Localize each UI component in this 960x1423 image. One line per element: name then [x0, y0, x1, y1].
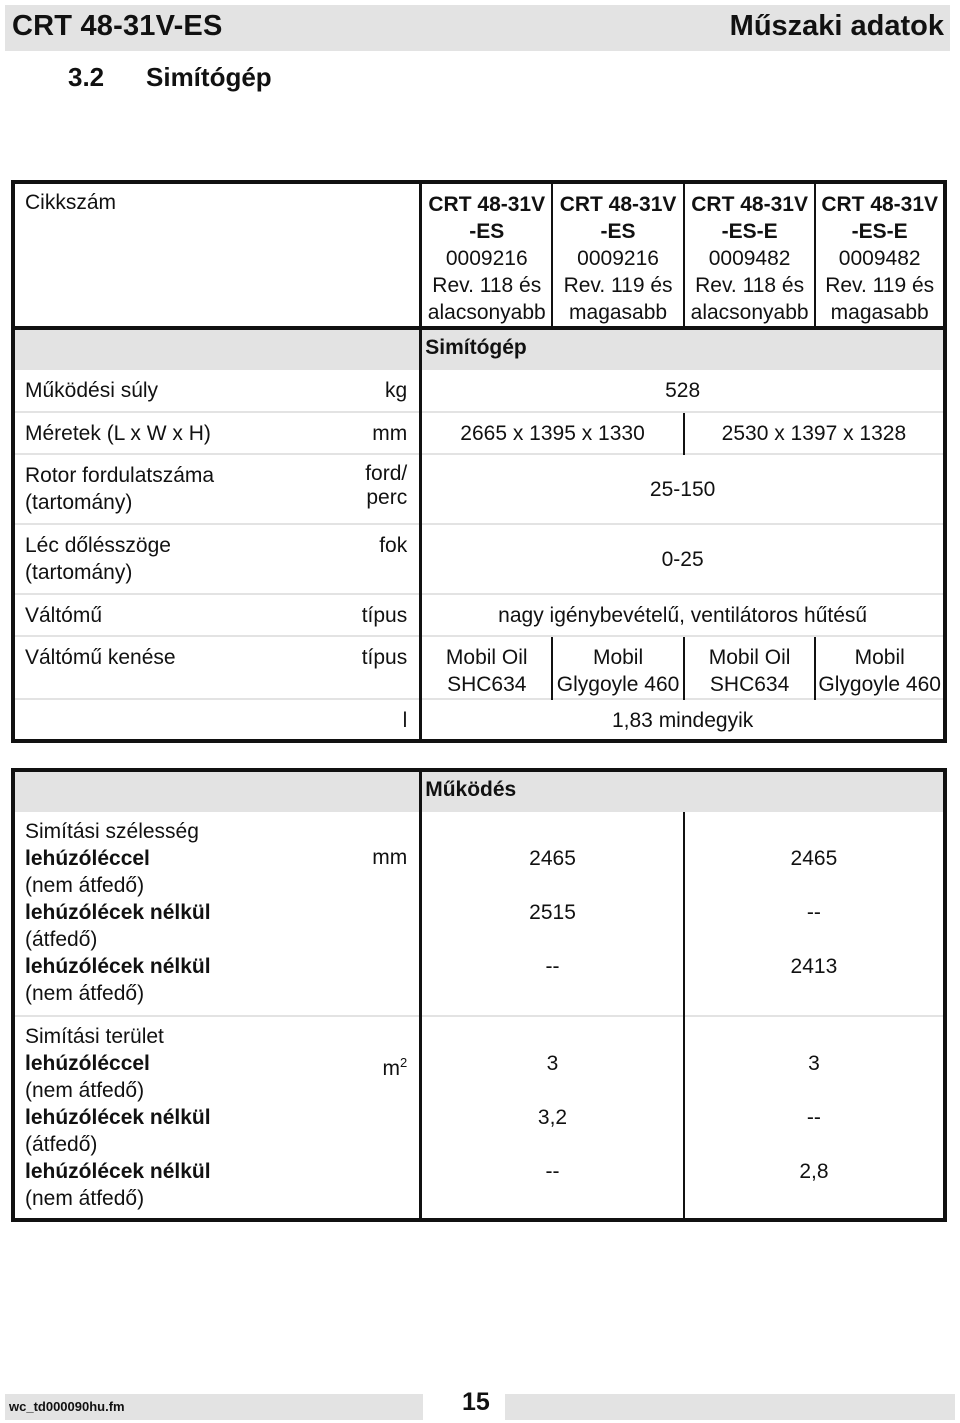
model-column: CRT 48-31V -ES 0009216 Rev. 118 és alacsonyabb — [421, 182, 553, 328]
lubricant-row: Váltómű kenése típus Mobil Oil SHC634 Mobil Glygoyle 460 Mobil Oil SHC634 Mobil Glygoyle 460 — [13, 636, 945, 699]
section-title: Műszaki adatok — [729, 10, 944, 42]
section-name: Simítógép — [146, 62, 272, 92]
rotor-row: Rotor fordulatszáma (tartomány) ford/ perc 25-150 — [13, 454, 945, 524]
spec-table — [11, 180, 947, 743]
working-area-row: Simítási terület lehúzóléccel (nem átfedő) lehúzólécek nélkül (átfedő) lehúzólécek nélkül (nem átfedő) $m^2$ 3 3,2 -- 3 -- 2,8 — [13, 1016, 945, 1220]
footer-band — [505, 1394, 955, 1420]
oil-volume-row: l 1,83 mindegyik — [13, 699, 945, 741]
model-column: CRT 48-31V -ES 0009216 Rev. 119 és magasabb — [552, 182, 684, 328]
weight-row: Működési súly kg 528 — [13, 370, 945, 412]
operation-title: Működés — [421, 770, 945, 812]
group-title: Simítógép — [421, 328, 945, 370]
operation-table — [11, 768, 947, 1222]
dimensions-row: Méretek (L x W x H) mm 2665 x 1395 x 1330 2530 x 1397 x 1328 — [13, 412, 945, 454]
model-header-row — [13, 182, 945, 328]
article-number-label: Cikkszám — [25, 191, 117, 214]
footer-filename: wc_td000090hu.fm — [5, 1394, 423, 1420]
model-column: CRT 48-31V -ES-E 0009482 Rev. 119 és magasabb — [815, 182, 945, 328]
working-width-row: Simítási szélesség lehúzóléccel (nem átfedő) lehúzólécek nélkül (átfedő) lehúzólécek nélkül (nem átfedő) mm 2465 2515 -- 2465 -- 2413 — [13, 812, 945, 1016]
page-number: 15 — [462, 1388, 490, 1416]
blade-angle-row: Léc dőlésszöge (tartomány) fok 0-25 — [13, 524, 945, 594]
model-column: CRT 48-31V -ES-E 0009482 Rev. 118 és alacsonyabb — [684, 182, 816, 328]
gearbox-row: Váltómű típus nagy igénybevételű, ventilátoros hűtésű — [13, 594, 945, 636]
section-number: 3.2 — [68, 62, 105, 92]
document-id: CRT 48-31V-ES — [12, 10, 223, 42]
